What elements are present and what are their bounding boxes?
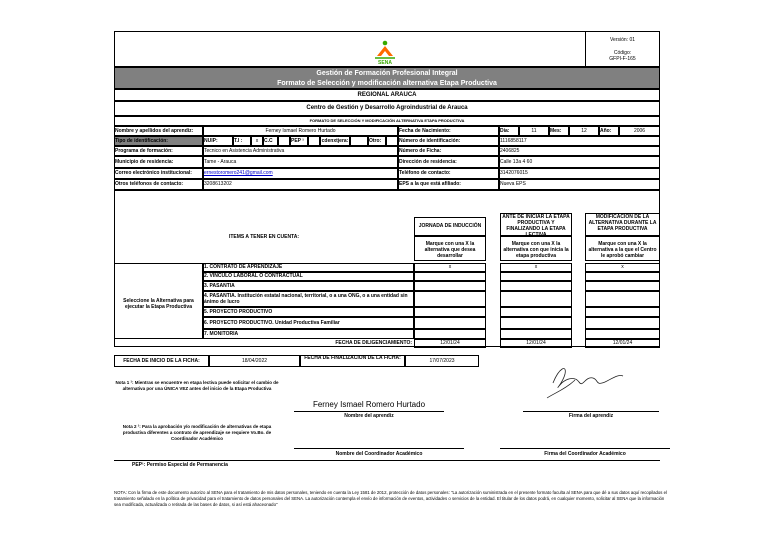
center-row: Centro de Gestión y Desarrollo Agroindustrial de Arauca (114, 101, 660, 116)
ficha-label: Número de Ficha: (398, 146, 499, 156)
nota-2: Nota 2 ¹: Para la aprobación y/o modificación de alternativas de etapa productiva diferentes a contrato de aprendizaje se requiere Vo.Bo. de Coordinador Académico (122, 424, 272, 441)
title-band (114, 67, 660, 89)
col2-title: ANTE DE INICIAR LA ETAPA PRODUCTIVA Y FINALIZANDO LA ETAPA LECTIVA (500, 213, 572, 236)
option-5: 5. PROYECTO PRODUCTIVO (203, 307, 414, 317)
firma-aprendiz-line (523, 411, 659, 412)
cedula-ext-label: cdenxtjera: (321, 138, 349, 144)
email-value[interactable]: ernestoromero241@gmail.com (203, 168, 398, 179)
option-3-c3[interactable] (585, 281, 660, 291)
option-1-c1[interactable]: x (414, 263, 486, 272)
title-2: Formato de Selección y modificación alternativa Etapa Productiva (277, 80, 497, 87)
municipio-value[interactable]: Tame - Arauca (203, 156, 398, 168)
code-label: Código: (613, 50, 632, 56)
mes-label: Mes: (549, 126, 569, 136)
option-6-c3[interactable] (585, 317, 660, 329)
inicio-value[interactable]: 18/04/2022 (209, 355, 300, 367)
col1-sub: Marque con una X la alternativa que desea desarrollar (414, 236, 486, 261)
option-2: 2. VINCULO LABORAL O CONTRACTUAL (203, 272, 414, 281)
page-bottom-border (114, 460, 660, 461)
otro-field[interactable] (386, 136, 398, 146)
option-1-c3[interactable]: x (585, 263, 660, 272)
fecha-dil-label: FECHA DE DILIGENCIAMIENTO: (335, 340, 412, 346)
name-label: Nombre y apellidos del aprendiz: (114, 126, 203, 136)
option-7-c2[interactable] (500, 329, 572, 339)
firma-coord-label: Firma del Coordinador Académico (544, 451, 626, 457)
fin-value[interactable]: 17/07/2023 (405, 355, 479, 367)
aprendiz-name: Ferney Ismael Romero Hurtado (312, 400, 426, 409)
direccion-value[interactable]: Calle 13a 4 60 (499, 156, 660, 168)
select-label: Seleccione la Alternativa para ejecutar la Etapa Productiva (114, 263, 203, 339)
eps-value[interactable]: Nueva EPS (499, 179, 660, 190)
signature-image (535, 358, 630, 403)
fecha-dil-c3[interactable]: 12/01/24 (585, 339, 660, 348)
ti-checkbox[interactable]: x (251, 136, 263, 146)
fin-label: FECHA DE FINALIZACIÓN DE LA FICHA: (300, 355, 405, 367)
birth-label: Fecha de Nacimiento: (398, 126, 499, 136)
municipio-label: Municipio de residencia: (114, 156, 203, 168)
option-6-c1[interactable] (414, 317, 486, 329)
dia-value[interactable]: 11 (519, 126, 549, 136)
direccion-label: Dirección de residencia: (398, 156, 499, 168)
option-5-c2[interactable] (500, 307, 572, 317)
pep-note: PEP¹: Permiso Especial de Permanencia (132, 462, 228, 468)
dia-label: Día: (499, 126, 519, 136)
disclaimer: NOTA: Con la firma de este documento autorizo al SENA para el tratamiento de mis datos personales, teniendo en cuenta la Ley 1581 de 2012, protección de datos personales: "La autorización suministrada en el presente formato faculta al SENA para que dé a sus datos aquí recopilados el tratamiento señalado en la política de privacidad para el tratamiento de datos personales del SENA. La autorización contempla el envío de información de eventos, actividades o servicios de la entidad. El titular de los datos podrá, en cualquier momento, solicitar al SENA que la información sea modificada, actualizada o retirada de las bases de datos, si así está ahaceonado" (114, 490, 667, 507)
option-7: 7. MONITORIA (203, 329, 414, 339)
col1-title: JORNADA DE INDUCCIÓN (414, 217, 486, 236)
otros-tel-value[interactable]: 3208613202 (203, 179, 398, 190)
col2-sub: Marque con una X la alternativa con que inicia la etapa productiva (500, 236, 572, 261)
cc-label: C.C (263, 136, 278, 146)
option-1-c2[interactable]: x (500, 263, 572, 272)
region-row: REGIONAL ARAUCA (114, 89, 660, 101)
firma-aprendiz-label: Firma del aprendiz (568, 413, 614, 419)
ficha-value[interactable]: 2406825 (499, 146, 660, 156)
firma-coord-line (500, 448, 670, 449)
fecha-dil-c1[interactable]: 12/01/24 (414, 339, 486, 348)
nota-1: Nota 1 ¹: Mientras se encuentre en etapa lectiva puede solicitar el cambio de alternativa por una ÚNICA VEZ antes del inicio de la Etapa Productiva (115, 380, 279, 391)
option-7-c3[interactable] (585, 329, 660, 339)
eps-label: EPS a la que está afiliado: (398, 179, 499, 190)
option-3: 3. PASANTIA (203, 281, 414, 291)
pep-checkbox[interactable] (308, 136, 320, 146)
aprendiz-name-label: Nombre del aprendiz (344, 413, 394, 419)
version-text: Versión: 01 (609, 37, 636, 43)
option-4-c3[interactable] (585, 291, 660, 307)
cedula-ext-checkbox[interactable] (350, 136, 368, 146)
tel-label: Teléfono de contacto: (398, 168, 499, 179)
nuip-label: NUIP: (203, 136, 233, 146)
tel-value[interactable]: 3142076015 (499, 168, 660, 179)
ano-label: Año: (599, 126, 619, 136)
fecha-dil-c2[interactable]: 12/01/24 (500, 339, 572, 348)
cc-checkbox[interactable] (278, 136, 290, 146)
otro-label: Otro: (368, 136, 386, 146)
option-2-c1[interactable] (414, 272, 486, 281)
option-2-c2[interactable] (500, 272, 572, 281)
option-6: 6. PROYECTO PRODUCTIVO. Unidad Productiva Familiar (203, 317, 414, 329)
ano-value[interactable]: 2006 (619, 126, 660, 136)
option-6-c2[interactable] (500, 317, 572, 329)
mes-value[interactable]: 12 (569, 126, 599, 136)
option-2-c3[interactable] (585, 272, 660, 281)
pep-label: PEP ¹ (290, 136, 308, 146)
name-value[interactable]: Ferney Ismael Romero Hurtado (203, 126, 398, 136)
option-3-c2[interactable] (500, 281, 572, 291)
option-5-c3[interactable] (585, 307, 660, 317)
option-4-c2[interactable] (500, 291, 572, 307)
sena-logo-icon (372, 40, 398, 64)
code-text: GFPI-F-165 (609, 56, 636, 62)
title-1: Gestión de Formación Profesional Integral (316, 70, 458, 77)
aprendiz-name-line (294, 411, 444, 412)
option-7-c1[interactable] (414, 329, 486, 339)
subtitle-row: FORMATO DE SELECCIÓN Y MODIFICACIÓN ALTERNATIVA ETAPA PRODUCTIVA (114, 116, 660, 126)
program-value[interactable]: Tecnico en Asistencia Administrativa (203, 146, 398, 156)
option-4: 4. PASANTIA. Institución estatal nacional, territorial, o a una ONG, o a una entidad sin ánimo de lucro (203, 291, 414, 307)
items-header: ITEMS A TENER EN CUENTA: (228, 234, 300, 240)
id-num-label: Número de identificación: (398, 136, 499, 146)
id-type-label: Tipo de identificación: (114, 136, 203, 146)
option-1: 1. CONTRATO DE APRENDIZAJE (203, 263, 414, 272)
coord-line (294, 448, 464, 449)
sena-logo-text: SENA (378, 60, 392, 64)
otros-tel-label: Otros teléfonos de contacto: (114, 179, 203, 190)
inicio-label: FECHA DE INICIO DE LA FICHA: (114, 355, 209, 367)
col3-title: MODIFICACIÓN DE LA ALTERNATIVA DURANTE LA ETAPA PRODUCTIVA (585, 213, 660, 236)
ti-label: T.I : (233, 136, 251, 146)
option-3-c1[interactable] (414, 281, 486, 291)
col3-sub: Marque con una X la alternativa a la que el Centro le aprobó cambiar (585, 236, 660, 261)
option-4-c1[interactable] (414, 291, 486, 307)
coord-label: Nombre del Coordinador Académico (335, 451, 423, 457)
option-5-c1[interactable] (414, 307, 486, 317)
program-label: Programa de formación: (114, 146, 203, 156)
email-label: Correo electrónico institucional: (114, 168, 203, 179)
id-num-value[interactable]: 1116858117 (499, 136, 660, 146)
